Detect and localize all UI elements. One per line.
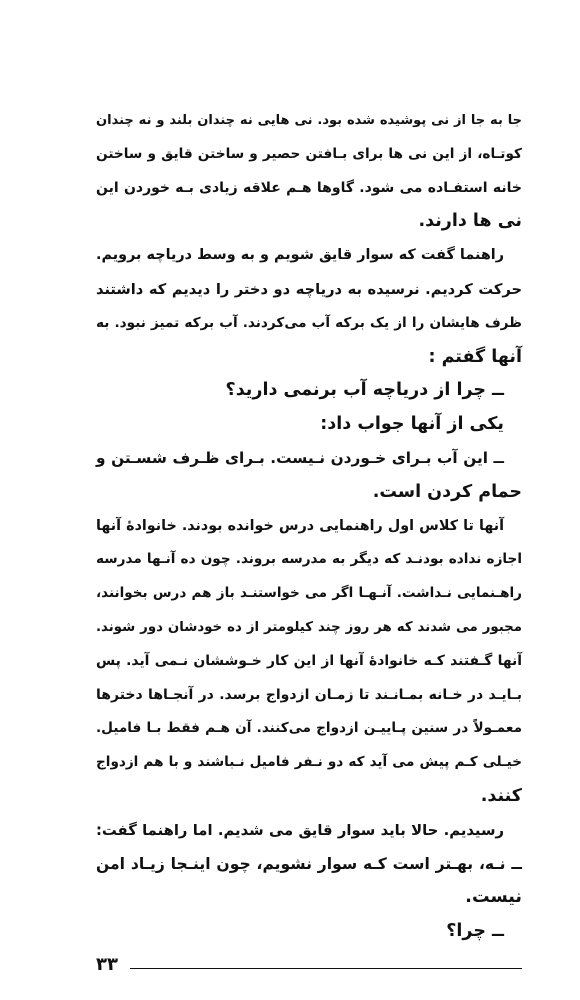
text-line: حمام کردن است. bbox=[372, 481, 522, 502]
text-line: بـایـد در خـانه بمـانـند تا زمـان ازدواج برسد. در آنجـاها دخترها bbox=[96, 686, 522, 703]
text-line: ــ چرا از دریاچه آب برنمی دارید؟ bbox=[225, 380, 504, 401]
footer-rule bbox=[130, 968, 522, 969]
paragraph bbox=[96, 104, 522, 239]
page-number: ۳۳ bbox=[96, 954, 118, 975]
text-line: آنها گفتم : bbox=[428, 346, 522, 367]
dialogue-line bbox=[96, 848, 522, 916]
text-line: خانه استفـاده می شود. گاوها هـم علاقه زیادی بـه خوردن این bbox=[96, 179, 522, 196]
text-line: کوتـاه، از این نی ها برای بـافتن حصیر و ساختن قایق و ساختن bbox=[96, 145, 522, 162]
text-line: جا به جا از نی پوشیده شده بود. نی هایی نه چندان بلند و نه چندان bbox=[96, 113, 522, 128]
text-line: اجازه نداده بودنـد که دیگر به مدرسه بروند. چون ده آنـها مدرسه bbox=[96, 551, 522, 568]
text-line: آنها تا کلاس اول راهنمایی درس خوانده بودند. خانوادهٔ آنها bbox=[96, 517, 504, 534]
dialogue-line bbox=[96, 374, 522, 408]
text-line: راهنما گفت که سوار قایق شویم و به وسط دریاچه برویم. bbox=[96, 247, 504, 264]
text-line: معمـولاً در سنین پـاییـن ازدواج می‌کنند. آن هـم فقط بـا فامیل. bbox=[96, 720, 522, 737]
text-line: راهـنمایی نـداشت. آنـهـا اگر می خواستنـد باز هم درس بخوانند، bbox=[96, 585, 522, 602]
text-line: آنها گـفتند کـه خانوادهٔ آنها از این کار خـوششان نـمی آید. پس bbox=[96, 652, 522, 669]
text-line: مجبور می شدند که هر روز چند کیلومتر از ده خودشان دور شوند. bbox=[96, 619, 522, 635]
page-footer bbox=[96, 950, 522, 980]
text-line: خیـلی کـم پیش می آید که دو نـفر فامیل نـباشند و با هم ازدواج bbox=[96, 754, 522, 771]
text-line: نی ها دارند. bbox=[418, 211, 522, 232]
dialogue-line bbox=[96, 442, 522, 510]
text-line: ظرف هایشان را از یک برکه آب می‌کردند. آب برکه تمیز نبود. به bbox=[96, 314, 522, 331]
text-line: ــ چرا؟ bbox=[446, 921, 504, 942]
text-line: حرکت کردیم. نرسیده به دریاچه دو دختر را دیدیم که داشتند bbox=[96, 280, 522, 298]
text-line: رسیدیم. حالا باید سوار قایق می شدیم. اما راهنما گفت: bbox=[96, 821, 504, 839]
paragraph bbox=[96, 239, 522, 374]
paragraph bbox=[96, 510, 522, 814]
book-page-text bbox=[96, 104, 522, 949]
text-line: ــ نـه، بهـتر است کـه سوار نشویم، چون اینـجا زیـاد امن bbox=[96, 854, 522, 873]
text-line: ــ این آب بـرای خـوردن نـیست. بـرای ظـرف شسـتن و bbox=[96, 448, 504, 467]
paragraph bbox=[96, 814, 522, 848]
text-line: کنند. bbox=[480, 785, 522, 806]
dialogue-line bbox=[96, 915, 522, 949]
text-line: نیست. bbox=[465, 887, 522, 908]
paragraph bbox=[96, 408, 522, 442]
text-line: یکی از آنها جواب داد: bbox=[320, 414, 504, 435]
